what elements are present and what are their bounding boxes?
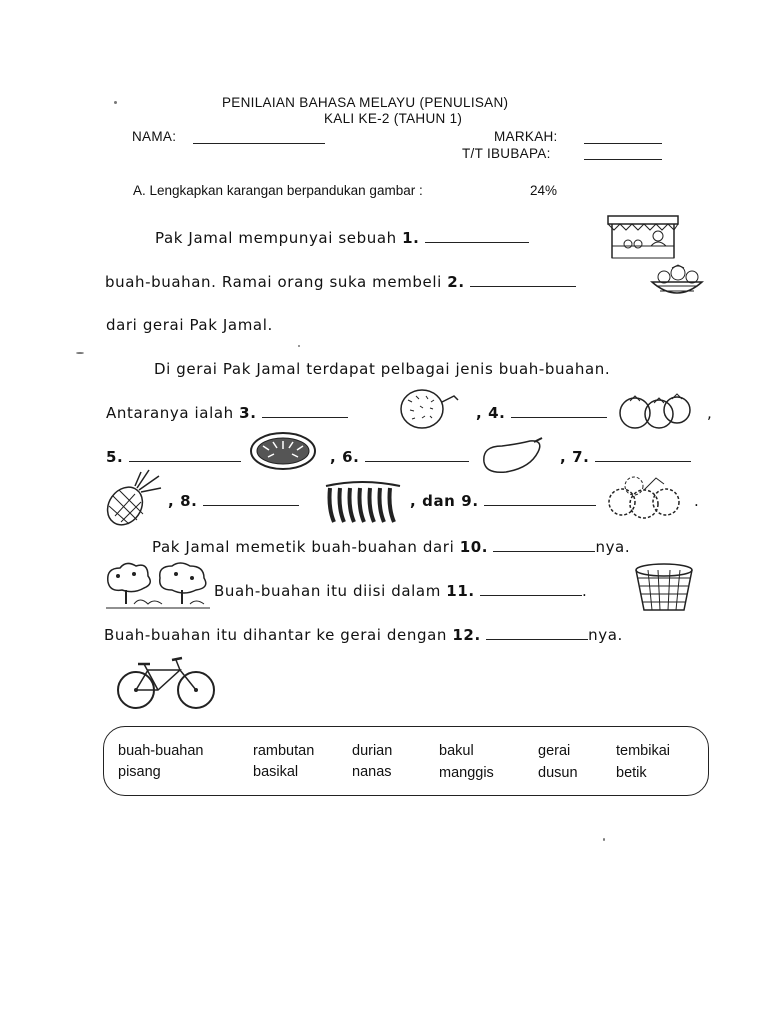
story-text: Pak Jamal mempunyai sebuah xyxy=(155,229,397,247)
word-bank-item: bakul xyxy=(439,743,474,759)
durian-icon xyxy=(398,388,470,430)
papaya-icon xyxy=(478,436,550,476)
page-title: PENILAIAN BAHASA MELAYU (PENULISAN) xyxy=(222,95,509,110)
word-bank-item: pisang xyxy=(118,764,161,780)
answer-blank-5[interactable] xyxy=(129,460,241,462)
answer-blank-3[interactable] xyxy=(262,416,348,418)
word-bank-item: nanas xyxy=(352,764,392,780)
word-bank-item: durian xyxy=(352,743,393,759)
blank-number-4: , 4. xyxy=(476,404,506,422)
speck xyxy=(603,838,605,841)
answer-blank-4[interactable] xyxy=(511,416,607,418)
percent: 24% xyxy=(530,183,558,198)
suffix-nya: nya. xyxy=(588,626,623,644)
word-bank-item: basikal xyxy=(253,764,299,780)
word-bank-item: tembikai xyxy=(616,743,670,759)
answer-blank-2[interactable] xyxy=(470,285,576,287)
banana-bunch-icon xyxy=(322,478,404,526)
blank-number-3: 3. xyxy=(239,404,257,422)
blank-number-11: 11. xyxy=(446,582,475,600)
suffix-nya: nya. xyxy=(595,538,631,556)
blank-number-10: 10. xyxy=(459,538,489,556)
story-line xyxy=(104,626,623,644)
answer-blank-9[interactable] xyxy=(484,504,596,506)
story-line: dari gerai Pak Jamal. xyxy=(106,316,273,334)
story-text: Pak Jamal memetik buah-buahan dari xyxy=(152,538,455,556)
story-line xyxy=(105,273,576,291)
story-line xyxy=(410,492,596,510)
mangosteen-icon xyxy=(617,392,695,430)
basket-icon xyxy=(632,562,696,614)
blank-number-8: , 8. xyxy=(168,492,198,510)
bicycle-icon xyxy=(114,654,220,712)
answer-blank-1[interactable] xyxy=(425,241,529,243)
story-line xyxy=(330,448,469,466)
blank-number-6: , 6. xyxy=(330,448,360,466)
story-text: Antaranya ialah xyxy=(106,404,234,422)
story-text: Buah-buahan itu dihantar ke gerai dengan xyxy=(104,626,447,644)
comma: , xyxy=(707,404,713,422)
blank-number-1: 1. xyxy=(402,229,420,247)
answer-blank-6[interactable] xyxy=(365,460,469,462)
speck xyxy=(298,345,300,347)
word-bank-item: dusun xyxy=(538,765,578,781)
period: . xyxy=(582,582,588,600)
period: . xyxy=(694,492,700,510)
parent-signature-label: T/T IBUBAPA: xyxy=(462,146,551,161)
answer-blank-8[interactable] xyxy=(203,504,299,506)
blank-number-9: , dan 9. xyxy=(410,492,479,510)
page-subtitle: KALI KE-2 (TAHUN 1) xyxy=(324,111,463,126)
story-line xyxy=(476,404,607,422)
word-bank-item: buah-buahan xyxy=(118,743,204,759)
word-bank-item: manggis xyxy=(439,765,494,781)
story-line xyxy=(560,448,691,466)
story-line: Di gerai Pak Jamal terdapat pelbagai jenis buah-buahan. xyxy=(154,360,611,378)
story-line xyxy=(106,448,241,466)
name-field[interactable] xyxy=(193,143,325,144)
marks-label: MARKAH: xyxy=(494,129,558,144)
word-bank-item: gerai xyxy=(538,743,571,759)
answer-blank-12[interactable] xyxy=(486,638,588,640)
rambutan-icon xyxy=(604,474,686,522)
orchard-icon xyxy=(104,560,212,612)
story-line xyxy=(214,582,587,600)
story-text: Buah-buahan itu diisi dalam xyxy=(214,582,441,600)
marks-field[interactable] xyxy=(584,143,662,144)
speck xyxy=(114,101,117,104)
instruction: A. Lengkapkan karangan berpandukan gambar : xyxy=(133,183,423,198)
watermelon-slice-icon xyxy=(248,430,318,472)
answer-blank-10[interactable] xyxy=(493,550,595,552)
blank-number-2: 2. xyxy=(447,273,465,291)
story-line xyxy=(155,229,529,247)
answer-blank-11[interactable] xyxy=(480,594,582,596)
fruit-basket-icon xyxy=(648,264,706,302)
speck xyxy=(76,352,84,354)
story-line xyxy=(152,538,630,556)
word-bank-item: rambutan xyxy=(253,743,315,759)
story-line xyxy=(106,404,348,422)
fruit-stall-icon xyxy=(606,214,688,262)
word-bank xyxy=(103,726,709,796)
answer-blank-7[interactable] xyxy=(595,460,691,462)
name-label: NAMA: xyxy=(132,129,177,144)
blank-number-5: 5. xyxy=(106,448,124,466)
pineapple-icon xyxy=(103,466,165,528)
blank-number-7: , 7. xyxy=(560,448,590,466)
story-line xyxy=(168,492,299,510)
word-bank-item: betik xyxy=(616,765,647,781)
parent-signature-field[interactable] xyxy=(584,159,662,160)
story-text: buah-buahan. Ramai orang suka membeli xyxy=(105,273,442,291)
blank-number-12: 12. xyxy=(452,626,481,644)
